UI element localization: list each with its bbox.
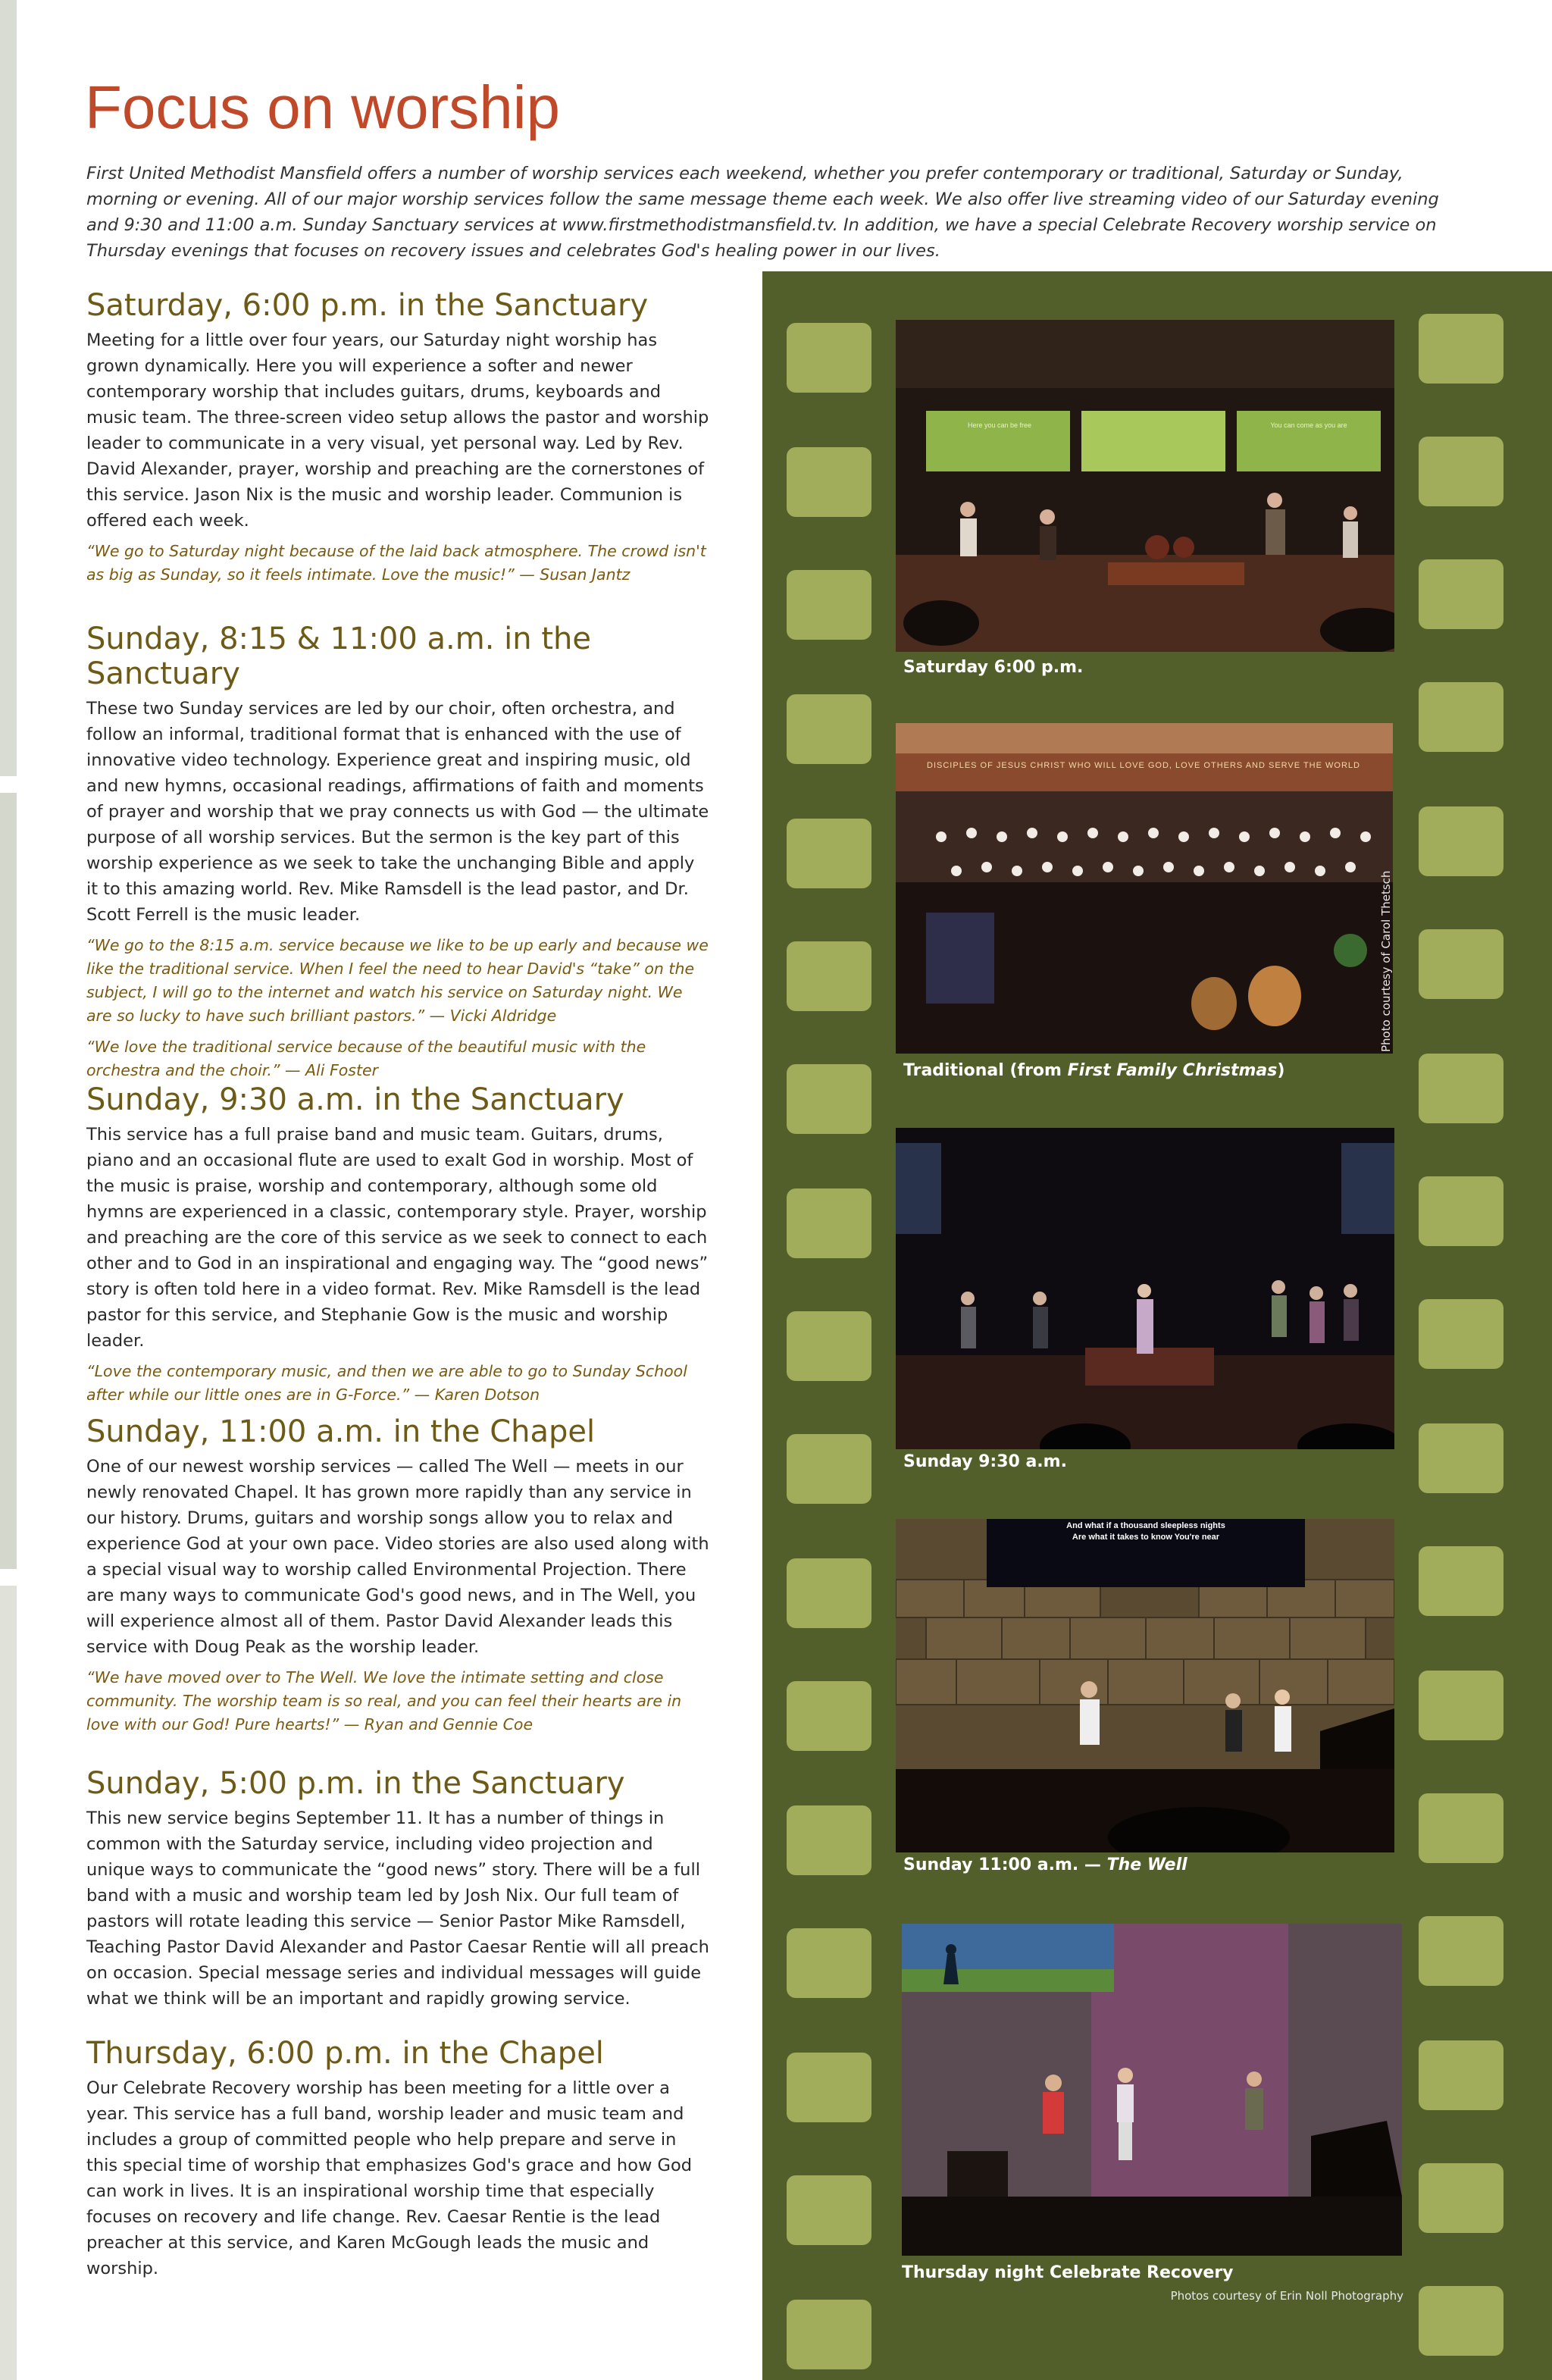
photo-caption	[903, 1855, 1187, 1874]
sprocket-hole	[1419, 1423, 1504, 1493]
section-thursday	[86, 2036, 711, 2288]
intro-paragraph: First United Methodist Mansfield offers a number of worship services each weekend, whether you prefer contemporary or traditional, Saturday or Sunday, morning or evening. All of our major worship services follow the same message theme each week. We also offer live streaming video of our Saturday evening and 9:30 and 11:00 a.m. Sunday Sanctuary services at www.firstmethodistmansfield.tv. In addition, we have a special Celebrate Recovery worship service on Thursday evenings that focuses on recovery issues and celebrates God's healing power in our lives.	[86, 164, 1439, 261]
sprocket-hole	[1419, 1546, 1504, 1616]
section-body: This new service begins September 11. It has a number of things in common with the Saturday service, including video projection and unique ways to communicate the “good news” story. There will be a full band with a music and worship team led by Josh Nix. Our full team of pastors will rotate leading this service — Senior Pastor Mike Ramsdell, Teaching Pastor David Alexander and Pastor Caesar Rentie will all preach on occasion. Special message series and individual messages will guide what we think will be an important and rapidly growing service.	[86, 1808, 709, 2009]
section-body: Meeting for a little over four years, our Saturday night worship has grown dynamically. Here you will experience a softer and newer contemporary worship that includes guitars, drums, keyboards and music team. The three-screen video setup allows the pastor and worship leader to communicate in a very visual, yet personal way. Led by Rev. David Alexander, prayer, worship and preaching are the cornerstones of this service. Jason Nix is the music and worship leader. Communion is offered each week.	[86, 330, 709, 531]
photo-credit: Photos courtesy of Erin Noll Photography	[1170, 2289, 1403, 2303]
photo-celebrate-recovery	[902, 1924, 1402, 2256]
sprocket-hole	[1419, 1176, 1504, 1246]
sprocket-hole	[787, 941, 871, 1011]
sprocket-hole	[787, 1805, 871, 1875]
section-quote: “We go to the 8:15 a.m. service because we like to be up early and because we like the traditional service. When I feel the need to hear David's “take” on the subject, I will go to the internet and watch his service on Saturday night. We are so lucky to have such brilliant pastors.” — Vicki Aldridge	[86, 936, 709, 1025]
sprocket-hole	[787, 819, 871, 888]
section-sunday-500	[86, 1766, 711, 2018]
section-quote: “We go to Saturday night because of the laid back atmosphere. The crowd isn't as big as Sunday, so it feels intimate. Love the music!” — Susan Jantz	[86, 542, 706, 584]
sprocket-hole	[787, 2175, 871, 2245]
section-body: Our Celebrate Recovery worship has been meeting for a little over a year. This service has a full band, worship leader and music team and includes a group of committed people who help prepare and serve in this special time of worship that emphasizes God's grace and how God can work in lives. It is an inspirational worship time that especially focuses on recovery and life change. Rev. Caesar Rentie is the lead preacher at this service, and Karen McGough leads the music and worship.	[86, 2078, 692, 2278]
section-heading: Sunday, 9:30 a.m. in the Sanctuary	[86, 1082, 624, 1117]
sprocket-hole	[787, 1064, 871, 1134]
sprocket-hole	[1419, 1916, 1504, 1986]
sprocket-hole	[1419, 1793, 1504, 1863]
photo-caption: Sunday 9:30 a.m.	[903, 1452, 1067, 1471]
left-edge-band	[0, 0, 17, 776]
sprocket-hole	[787, 694, 871, 764]
caption-text: )	[1277, 1061, 1285, 1080]
sprocket-hole	[1419, 1299, 1504, 1369]
sprocket-hole	[787, 1188, 871, 1258]
sprocket-hole	[1419, 437, 1504, 506]
page-title: Focus on worship	[85, 74, 560, 141]
caption-text: Sunday 11:00 a.m. —	[903, 1855, 1107, 1874]
caption-title: The Well	[1106, 1855, 1187, 1874]
screen-lyric-line: And what if a thousand sleepless nights	[1066, 1521, 1225, 1530]
sprocket-hole	[1419, 2163, 1504, 2233]
section-quote: “We love the traditional service because of the beautiful music with the orchestra and the choir.” — Ali Foster	[86, 1038, 646, 1079]
caption-text: Traditional (from	[903, 1061, 1068, 1080]
section-heading: Sunday, 11:00 a.m. in the Chapel	[86, 1414, 596, 1449]
sprocket-hole	[1419, 2040, 1504, 2110]
section-heading: Sunday, 8:15 & 11:00 a.m. in the Sanctuary	[86, 622, 591, 691]
photo-sunday-930	[896, 1128, 1394, 1449]
section-body: These two Sunday services are led by our choir, often orchestra, and follow an informal, traditional format that is enhanced with the use of innovative video technology. Experience great and inspiring music, old and new hymns, occasional readings, affirmations of faith and moments of prayer and worship that we pray connects us with God — the ultimate purpose of all worship services. But the sermon is the key part of this worship experience as we seek to take the unchanging Bible and apply it to this amazing world. Rev. Mike Ramsdell is the lead pastor, and Dr. Scott Ferrell is the music leader.	[86, 699, 709, 925]
section-heading: Saturday, 6:00 p.m. in the Sanctuary	[86, 288, 649, 323]
sprocket-hole	[1419, 2286, 1504, 2356]
sprocket-hole	[787, 1558, 871, 1628]
photo-caption: Saturday 6:00 p.m.	[903, 658, 1084, 677]
section-body: One of our newest worship services — called The Well — meets in our newly renovated Chapel. It has grown more rapidly than any service in our history. Drums, guitars and worship songs allow you to relax and experience God at your own pace. Video stories are also used along with a special visual way to worship called Environmental Projection. There are many ways to communicate God's good news, and in The Well, you will experience almost all of them. Pastor David Alexander leads this service with Doug Peak as the worship leader.	[86, 1457, 709, 1657]
screen-lyric	[994, 1520, 1297, 1543]
left-edge-band	[0, 1586, 17, 2380]
sprocket-hole	[787, 2300, 871, 2369]
section-quote: “Love the contemporary music, and then we are able to go to Sunday School after while our little ones are in G-Force.” — Karen Dotson	[86, 1362, 687, 1404]
section-body: This service has a full praise band and music team. Guitars, drums, piano and an occasional flute are used to exalt God in worship. Most of the music is praise, worship and contemporary, although some old hymns are experienced in a classic, contemporary style. Prayer, worship and preaching are the core of this service as we seek to connect to each other and to God in an inspirational and engaging way. The “good news” story is often told here in a video format. Rev. Mike Ramsdell is the lead pastor for this service, and Stephanie Gow is the music and worship leader.	[86, 1125, 709, 1351]
screen-lyric-line: Are what it takes to know You're near	[1072, 1533, 1220, 1542]
section-sunday-930	[86, 1082, 711, 1414]
sprocket-hole	[787, 1681, 871, 1751]
photo-the-well	[896, 1519, 1394, 1852]
sprocket-hole	[787, 570, 871, 640]
church-banner: DISCIPLES OF JESUS CHRIST WHO WILL LOVE GOD, LOVE OTHERS AND SERVE THE WORLD	[927, 761, 1360, 770]
sprocket-hole	[1419, 314, 1504, 384]
caption-title: First Family Christmas	[1067, 1061, 1278, 1080]
screen-lyric: You can come as you are	[1270, 421, 1347, 429]
photo-traditional	[896, 723, 1393, 1054]
photo-caption: Thursday night Celebrate Recovery	[902, 2263, 1234, 2282]
section-heading: Sunday, 5:00 p.m. in the Sanctuary	[86, 1766, 625, 1801]
sprocket-hole	[1419, 806, 1504, 876]
sprocket-hole	[787, 1434, 871, 1504]
photo-credit: Photo courtesy of Carol Thetsch	[1379, 870, 1393, 1052]
sprocket-hole	[787, 323, 871, 393]
section-quote: “We have moved over to The Well. We love the intimate setting and close community. The worship team is so real, and you can feel their hearts are in love with our God! Pure hearts!” — Ryan and Gennie Coe	[86, 1668, 682, 1733]
sprocket-hole	[787, 1928, 871, 1998]
sprocket-hole	[1419, 1671, 1504, 1740]
section-sunday-1100-chapel	[86, 1414, 711, 1744]
photo-saturday	[896, 320, 1394, 652]
sprocket-hole	[787, 2053, 871, 2122]
screen-lyric: Here you can be free	[967, 421, 1032, 429]
sprocket-hole	[787, 447, 871, 517]
section-saturday	[86, 288, 711, 594]
sprocket-hole	[1419, 682, 1504, 752]
sprocket-hole	[787, 1311, 871, 1381]
sprocket-hole	[1419, 929, 1504, 999]
section-heading: Thursday, 6:00 p.m. in the Chapel	[86, 2036, 604, 2071]
left-edge-band	[0, 793, 17, 1569]
sprocket-hole	[1419, 559, 1504, 629]
photo-caption	[903, 1061, 1284, 1080]
sprocket-hole	[1419, 1054, 1504, 1123]
section-sunday-815	[86, 622, 711, 1090]
